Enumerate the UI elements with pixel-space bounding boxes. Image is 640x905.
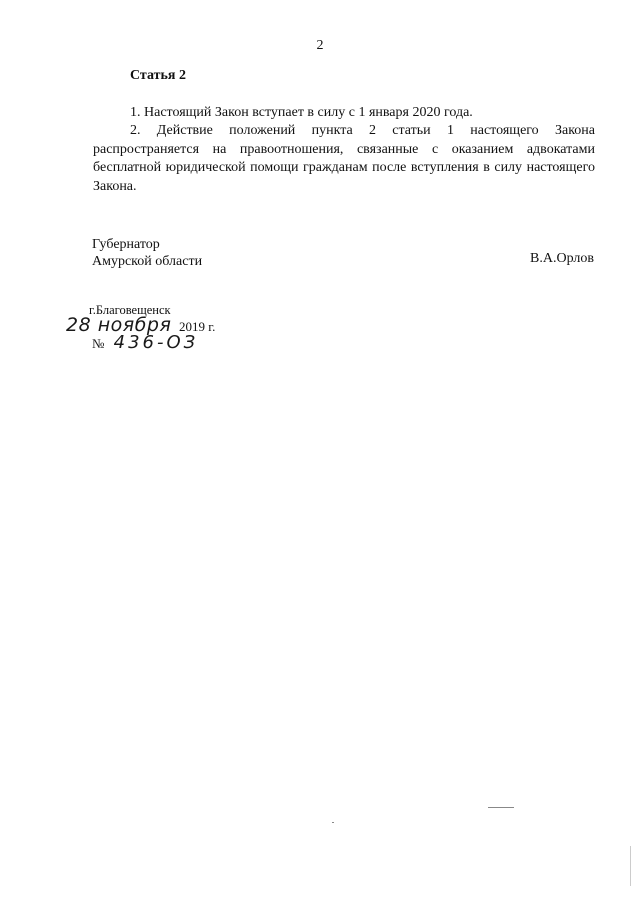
- scan-artifact-mark: [332, 822, 334, 823]
- paragraph-1: 1. Настоящий Закон вступает в силу с 1 января 2020 года.: [130, 105, 473, 120]
- handwritten-date: 28 ноября: [66, 314, 172, 336]
- law-number: [92, 332, 198, 353]
- signatory-title: [92, 236, 202, 270]
- paragraph-2: 2. Действие положений пункта 2 статьи 1 настоящего Закона распространяется на правоотношения, связанные с оказанием адвокатами бесплатной юридической помощи гражданам после вступления в силу настоящего Закона.: [93, 123, 595, 194]
- signatory-title-line-2: Амурской области: [92, 254, 203, 269]
- number-sign: №: [92, 336, 105, 351]
- issuance-year: 2019 г.: [179, 319, 216, 334]
- signatory-name: В.А.Орлов: [530, 251, 594, 266]
- scan-artifact-mark: [488, 807, 514, 808]
- handwritten-number: 436-ОЗ: [113, 332, 199, 353]
- page-number: 2: [316, 38, 324, 53]
- signatory-title-line-1: Губернатор: [92, 237, 160, 252]
- scan-artifact-mark: [630, 846, 631, 886]
- issuance-place: г.Благовещенск: [89, 303, 171, 317]
- article-heading: Статья 2: [130, 68, 186, 83]
